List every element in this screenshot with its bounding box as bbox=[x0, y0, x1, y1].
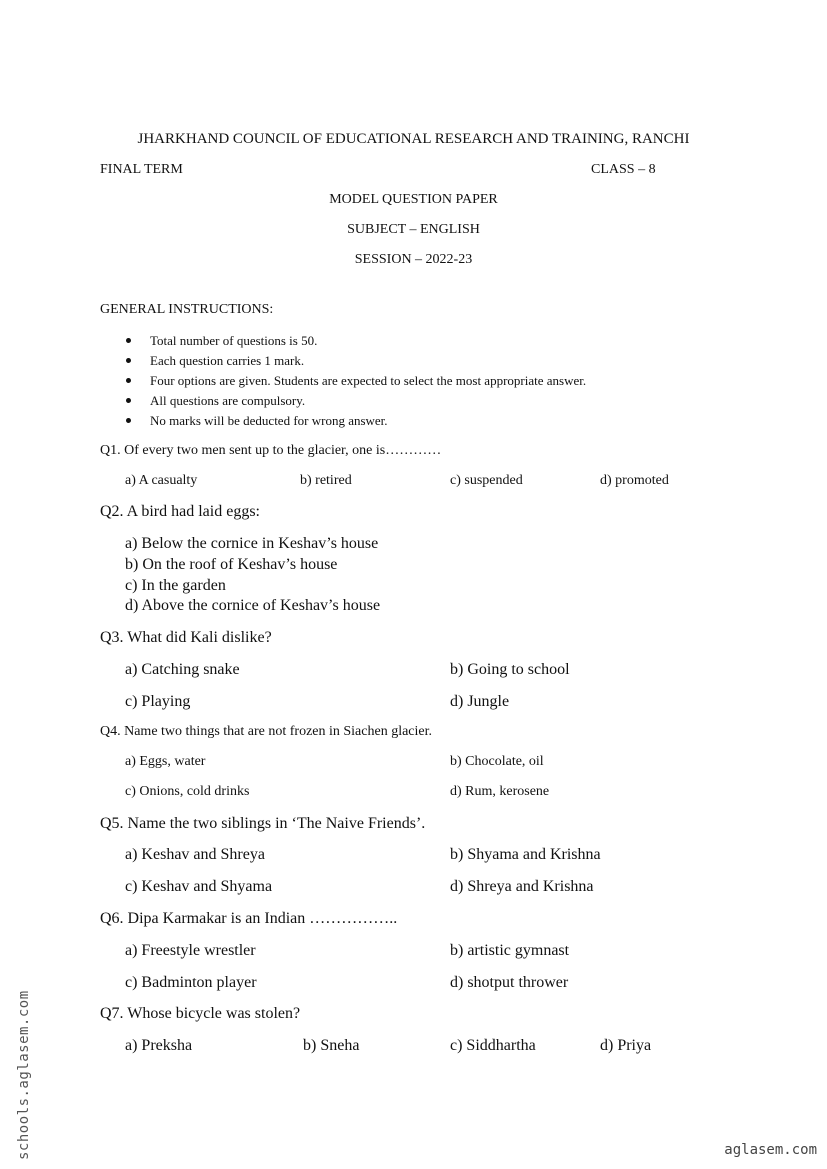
instructions-heading: GENERAL INSTRUCTIONS: bbox=[100, 302, 274, 317]
option-d: d) promoted bbox=[600, 473, 669, 488]
instruction-item: Each question carries 1 mark. bbox=[150, 353, 305, 368]
option-a: a) Below the cornice in Keshav’s house bbox=[125, 535, 379, 552]
instruction-item: All questions are compulsory. bbox=[150, 393, 306, 408]
option-a: a) Freestyle wrestler bbox=[125, 942, 256, 959]
question-text: Q4. Name two things that are not frozen in Siachen glacier. bbox=[100, 724, 433, 739]
question-text: Q7. Whose bicycle was stolen? bbox=[100, 1005, 301, 1022]
question-text: Q1. Of every two men sent up to the glacier, one is………… bbox=[100, 443, 442, 458]
bullet-icon bbox=[126, 378, 131, 383]
option-a: a) A casualty bbox=[125, 473, 198, 488]
session-label: SESSION – 2022-23 bbox=[354, 252, 473, 267]
option-b: b) Sneha bbox=[303, 1037, 360, 1054]
option-a: a) Keshav and Shreya bbox=[125, 846, 265, 863]
option-c: c) Siddhartha bbox=[450, 1037, 536, 1054]
option-d: d) Shreya and Krishna bbox=[450, 878, 594, 895]
option-c: c) Keshav and Shyama bbox=[125, 878, 273, 895]
bullet-icon bbox=[126, 358, 131, 363]
option-c: c) Badminton player bbox=[125, 974, 257, 991]
option-d: d) Above the cornice of Keshav’s house bbox=[125, 597, 381, 614]
option-b: b) Shyama and Krishna bbox=[450, 846, 601, 863]
option-d: d) Priya bbox=[600, 1037, 652, 1054]
option-d: d) Jungle bbox=[450, 693, 510, 710]
bullet-icon bbox=[126, 418, 131, 423]
bottom-watermark: aglasem.com bbox=[724, 1142, 817, 1158]
option-b: b) On the roof of Keshav’s house bbox=[125, 556, 338, 573]
instruction-item: Total number of questions is 50. bbox=[150, 333, 318, 348]
option-b: b) Chocolate, oil bbox=[450, 754, 544, 769]
option-d: d) Rum, kerosene bbox=[450, 784, 550, 799]
option-c: c) suspended bbox=[450, 473, 523, 488]
subject-label: SUBJECT – ENGLISH bbox=[347, 222, 480, 237]
bullet-icon bbox=[126, 398, 131, 403]
question-text: Q5. Name the two siblings in ‘The Naive Friends’. bbox=[100, 815, 426, 832]
class-label: CLASS – 8 bbox=[591, 162, 656, 177]
instruction-item: No marks will be deducted for wrong answer. bbox=[150, 413, 388, 428]
option-c: c) Onions, cold drinks bbox=[125, 784, 250, 799]
option-a: a) Eggs, water bbox=[125, 754, 206, 769]
paper-title: MODEL QUESTION PAPER bbox=[329, 192, 498, 207]
bullet-icon bbox=[126, 338, 131, 343]
council-title: JHARKHAND COUNCIL OF EDUCATIONAL RESEARCH AND TRAINING, RANCHI bbox=[137, 131, 690, 147]
option-b: b) artistic gymnast bbox=[450, 942, 570, 959]
question-text: Q3. What did Kali dislike? bbox=[100, 629, 272, 646]
instruction-item: Four options are given. Students are expected to select the most appropriate answer. bbox=[150, 373, 587, 388]
side-watermark: schools.aglasem.com bbox=[16, 990, 32, 1160]
option-a: a) Preksha bbox=[125, 1037, 193, 1054]
option-b: b) retired bbox=[300, 473, 352, 488]
option-b: b) Going to school bbox=[450, 661, 570, 678]
option-c: c) In the garden bbox=[125, 577, 226, 594]
option-d: d) shotput thrower bbox=[450, 974, 569, 991]
question-text: Q6. Dipa Karmakar is an Indian …………….. bbox=[100, 910, 398, 927]
question-text: Q2. A bird had laid eggs: bbox=[100, 503, 260, 520]
option-c: c) Playing bbox=[125, 693, 191, 710]
term-label: FINAL TERM bbox=[100, 162, 183, 177]
option-a: a) Catching snake bbox=[125, 661, 240, 678]
